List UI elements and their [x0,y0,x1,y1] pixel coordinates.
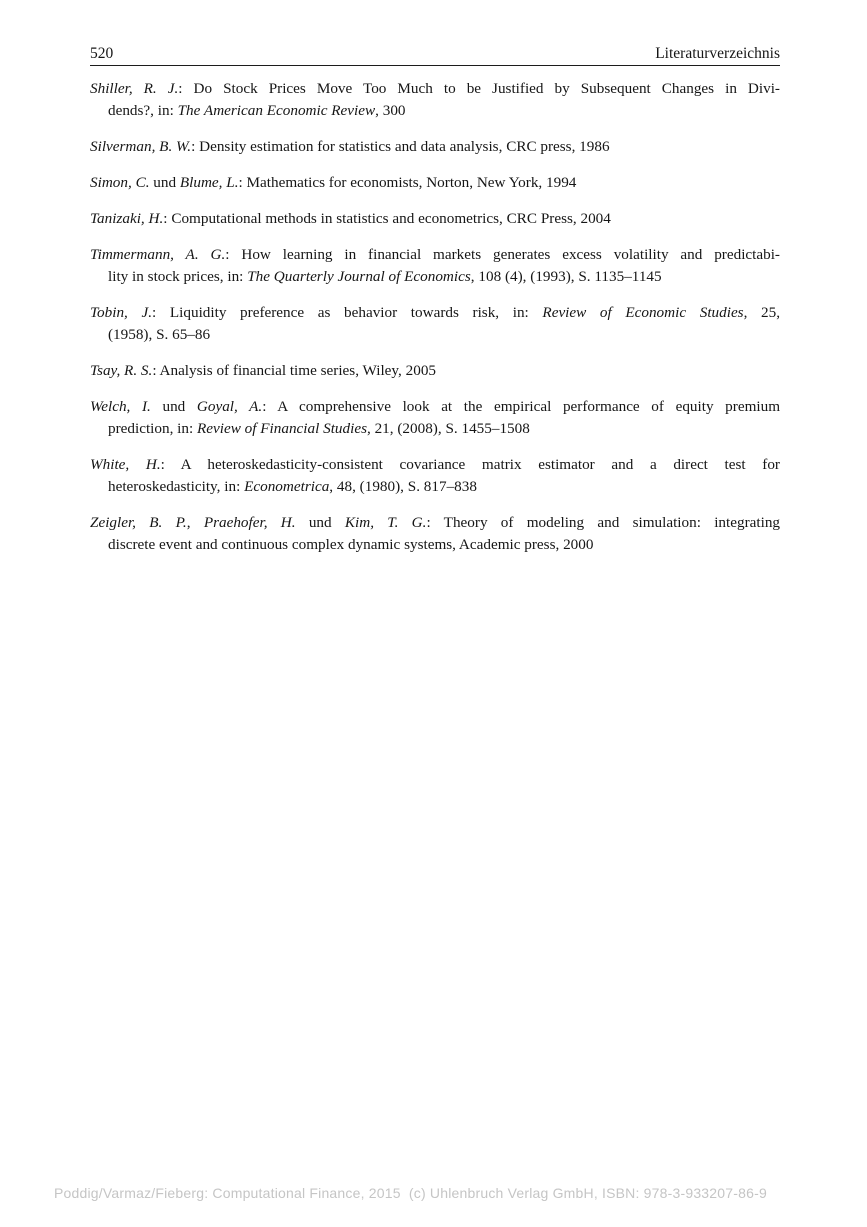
bib-segment-italic: Blume, L. [179,174,239,191]
bib-line [90,100,780,122]
bib-segment: , 108 (4), (1993), S. 1135–1145 [470,268,662,285]
bib-segment: dends?, in: [108,102,178,119]
bib-segment-italic: The American Economic Review [177,102,376,119]
bib-segment: und [295,514,345,531]
bib-entry [90,302,780,346]
bib-line [90,476,780,498]
bib-line [90,244,780,266]
bib-segment-italic: White, H. [90,456,161,473]
bib-entry [90,360,780,382]
bib-segment: und [149,174,180,191]
bib-entry [90,172,780,194]
bib-segment-italic: Review of Economic Studies [542,304,744,321]
bib-segment: discrete event and continuous complex dynamic systems, Academic press, 2000 [108,536,594,553]
bib-segment-italic: Zeigler, B. P. [90,514,187,531]
bib-line [90,360,780,382]
bib-segment-italic: Tsay, R. S. [90,362,153,379]
bib-segment: , [186,514,204,531]
page-header [90,44,780,64]
bib-entry [90,454,780,498]
bib-segment-italic: Praehofer, H. [203,514,296,531]
bib-segment-italic: Tobin, J. [90,304,153,321]
bib-segment: : A heteroskedasticity-consistent covariance matrix estimator and a direct test for [160,456,780,473]
header-rule [90,65,780,66]
bib-segment-italic: Tanizaki, H. [90,210,164,227]
bib-line [90,396,780,418]
bib-segment: : Analysis of financial time series, Wiley, 2005 [152,362,437,379]
bib-line [90,266,780,288]
bib-segment-italic: Review of Financial Studies [197,420,367,437]
bib-line [90,136,780,158]
bib-segment-italic: Kim, T. G. [344,514,427,531]
bib-entry [90,512,780,556]
bib-line [90,454,780,476]
bib-segment: : How learning in financial markets generates excess volatility and predictabi- [225,246,780,263]
bibliography-list [90,78,780,556]
bib-entry [90,78,780,122]
page-number: 520 [90,45,114,62]
bib-segment-italic: Econometrica [244,478,330,495]
bib-line [90,208,780,230]
bib-entry [90,208,780,230]
bib-segment: : Computational methods in statistics and econometrics, CRC Press, 2004 [163,210,611,227]
bib-line [90,534,780,556]
bib-segment: , 25, [743,304,780,321]
text-column [90,44,780,556]
bib-entry [90,136,780,158]
bib-segment-italic: Silverman, B. W. [90,138,192,155]
bib-line [90,78,780,100]
bib-segment-italic: Welch, I. [90,398,151,415]
bib-line [90,418,780,440]
bib-line [90,302,780,324]
bib-segment: : Liquidity preference as behavior towards risk, in: [152,304,543,321]
bib-segment: : Theory of modeling and simulation: integrating [426,514,780,531]
bib-segment: , 300 [375,102,406,119]
bib-segment: heteroskedasticity, in: [108,478,245,495]
bib-segment: und [150,398,197,415]
bib-segment-italic: Simon, C. [90,174,150,191]
bib-line [90,512,780,534]
bib-entry [90,244,780,288]
bib-segment: , 21, (2008), S. 1455–1508 [366,420,530,437]
bib-segment: prediction, in: [108,420,197,437]
bib-segment: : Mathematics for economists, Norton, New York, 1994 [238,174,577,191]
bib-segment: lity in stock prices, in: [108,268,248,285]
bib-segment: , 48, (1980), S. 817–838 [329,478,477,495]
bib-segment: : Density estimation for statistics and data analysis, CRC press, 1986 [191,138,610,155]
bib-segment-italic: Timmermann, A. G. [90,246,226,263]
footer-watermark: Poddig/Varmaz/Fieberg: Computational Finance, 2015 (c) Uhlenbruch Verlag GmbH, ISBN: 978-3-933207-86-9 [54,1185,767,1201]
bib-line [90,172,780,194]
bib-line [90,324,780,346]
bib-segment: : Do Stock Prices Move Too Much to be Justified by Subsequent Changes in Divi- [178,80,780,97]
bib-segment-italic: Goyal, A. [196,398,263,415]
bib-segment: (1958), S. 65–86 [108,326,211,343]
bib-segment-italic: Shiller, R. J. [90,80,179,97]
header-title: Literaturverzeichnis [655,45,780,62]
bib-segment-italic: The Quarterly Journal of Economics [247,268,471,285]
bib-entry [90,396,780,440]
bib-segment: : A comprehensive look at the empirical performance of equity premium [262,398,780,415]
